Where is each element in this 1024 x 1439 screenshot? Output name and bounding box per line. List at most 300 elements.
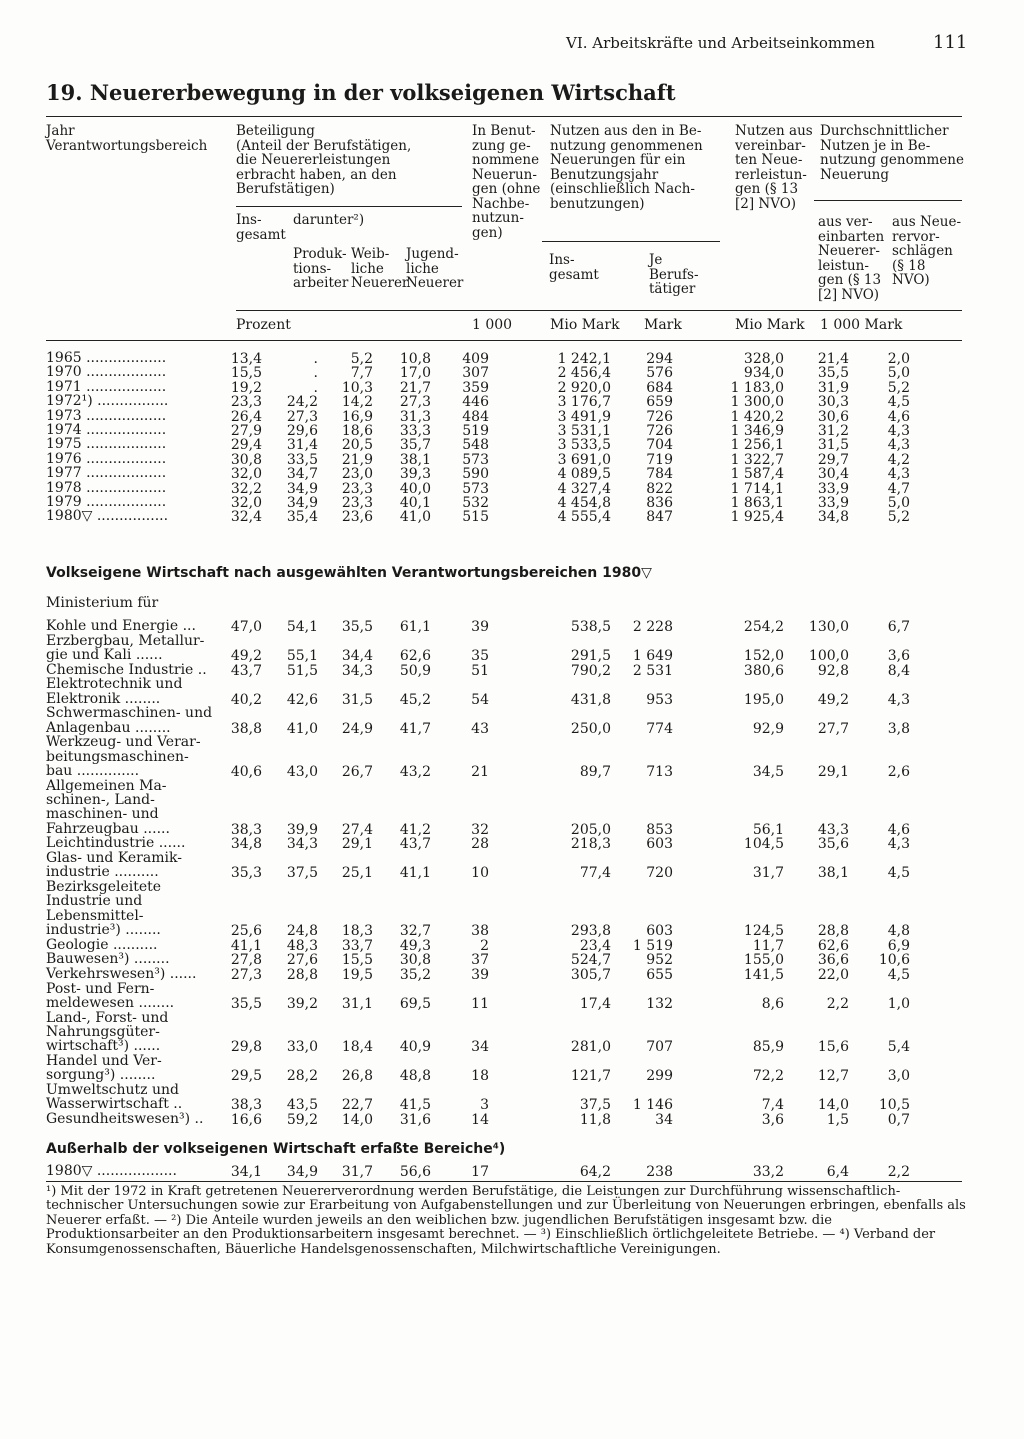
year-value-col6: 3 491,9 — [557, 408, 611, 425]
unit-mio-mark: Mio Mark — [550, 317, 620, 333]
ministry-value-col4: 45,2 — [399, 691, 431, 708]
header-rule-beteiligung — [236, 206, 462, 207]
ministry-value-col4: 41,5 — [399, 1097, 431, 1114]
ministry-value-col7: 655 — [646, 967, 673, 983]
page-title: 19. Neuererbewegung in der volkseigenen Wirtschaft — [46, 80, 676, 105]
ministry-value-col6: 121,7 — [570, 1068, 611, 1085]
year-value-col10: 5,0 — [887, 495, 910, 511]
ministry-value-col6: 17,4 — [579, 996, 611, 1012]
ministry-label: Werkzeug- und Verar- beitungsmaschinen- bau .............. — [46, 734, 201, 779]
year-value-col8: 1 300,0 — [730, 394, 784, 411]
ministry-value-col8: 11,7 — [752, 937, 784, 954]
year-value-col1: 32,4 — [230, 509, 262, 526]
ministry-value-col2: 55,1 — [286, 648, 318, 664]
footnote-text: ¹) Mit der 1972 in Kraft getretenen Neuererverordnung werden Berufstätige, die Leistungen zur Durchführung wissenschaftlich-technischer Untersuchungen sowie zur Erarbeitung von Aufgabenstellungen und zur Überleitung von Neuerungen erbringen, ebenfalls als Neuerer erfaßt. — ²) Die Anteile wurden jeweils an den weiblichen bzw. jugendlichen Berufstätigen insgesamt bzw. die Produktionsarbeiter an den Produktionsarbeitern insgesamt berechnet. — ³) Einschließlich örtlichgeleitete Betriebe. — ⁴) Verband der Konsumgenossenschaften, Bäuerliche Handelsgenossenschaften, Milchwirtschaftliche Vereinigungen. — [46, 1184, 966, 1257]
ministerium-label: Ministerium für — [46, 595, 159, 611]
ministry-value-col3: 31,1 — [341, 996, 373, 1012]
ministry-value-col4: 62,6 — [399, 648, 431, 664]
year-value-col1: 30,8 — [230, 451, 262, 468]
ministry-value-col7: 774 — [646, 720, 673, 737]
year-value-col7: 822 — [646, 480, 673, 497]
ministry-value-col9: 130,0 — [808, 619, 849, 635]
ministry-value-col9: 12,7 — [817, 1068, 849, 1085]
year-value-col3: 23,0 — [341, 466, 373, 483]
year-value-col1: 13,4 — [230, 351, 262, 367]
running-head: VI. Arbeitskräfte und Arbeitseinkommen — [566, 34, 875, 52]
ministry-value-col5: 28 — [471, 836, 489, 853]
ministry-value-col3: 18,3 — [341, 923, 373, 940]
year-value-col4: 41,0 — [399, 509, 431, 526]
year-value-col3: 14,2 — [341, 394, 373, 411]
ministry-value-col9: 100,0 — [808, 648, 849, 664]
year-value-col10: 5,2 — [887, 379, 910, 396]
ministry-value-col4: 69,5 — [399, 996, 431, 1012]
section-ministries: Volkseigene Wirtschaft nach ausgewählten Verantwortungsbereichen 1980▽ — [46, 565, 652, 581]
year-value-col5: 573 — [462, 451, 489, 468]
outside-label: 1980▽ .................. — [46, 1163, 177, 1179]
year-label: 1978 .................. — [46, 479, 167, 496]
year-value-col9: 31,2 — [817, 423, 849, 439]
ministry-value-col6: 431,8 — [570, 691, 611, 708]
ministry-value-col10: 3,0 — [887, 1068, 910, 1085]
ministry-value-col1: 43,7 — [230, 662, 262, 679]
ministry-value-col8: 195,0 — [743, 691, 784, 708]
footnote-rule — [46, 1181, 962, 1182]
header-rule-durchschnitt — [814, 200, 962, 201]
ministry-label: Kohle und Energie ... — [46, 618, 196, 634]
year-value-col2: 34,7 — [286, 466, 318, 483]
year-label: 1971 .................. — [46, 378, 167, 395]
ministry-value-col2: 48,3 — [286, 937, 318, 954]
ministry-label: Post- und Fern- meldewesen ........ — [46, 980, 175, 1011]
ministry-value-col3: 19,5 — [341, 967, 373, 983]
ministry-value-col3: 22,7 — [341, 1097, 373, 1114]
ministry-value-col3: 27,4 — [341, 821, 373, 838]
ministry-value-col8: 104,5 — [743, 836, 784, 853]
outside-value-col10: 2,2 — [887, 1164, 910, 1180]
year-label: 1977 .................. — [46, 465, 167, 482]
ministry-value-col2: 37,5 — [286, 865, 318, 882]
year-value-col2: 24,2 — [286, 394, 318, 411]
ministry-value-col7: 1 519 — [632, 937, 673, 954]
header-nutzen-benutzung: Nutzen aus den in Be- nutzung genommenen Neuerungen für ein Benutzungsjahr (einschließlich Nach- benutzungen) — [550, 123, 703, 212]
year-value-col10: 4,3 — [887, 466, 910, 483]
ministry-value-col2: 43,5 — [286, 1097, 318, 1114]
ministry-value-col5: 39 — [471, 619, 489, 635]
ministry-value-col2: 24,8 — [286, 923, 318, 940]
ministry-value-col1: 49,2 — [230, 648, 262, 664]
outside-value-col4: 56,6 — [399, 1164, 431, 1180]
unit-mio-mark-vereinbart: Mio Mark — [735, 317, 805, 333]
outside-value-col3: 31,7 — [341, 1164, 373, 1180]
year-value-col10: 4,5 — [887, 394, 910, 411]
year-label: 1979 .................. — [46, 494, 167, 510]
ministry-value-col10: 6,7 — [887, 619, 910, 635]
page-number: 111 — [933, 32, 968, 53]
year-value-col4: 39,3 — [399, 466, 431, 483]
year-value-col9: 29,7 — [817, 451, 849, 468]
year-value-col4: 17,0 — [399, 365, 431, 382]
year-value-col3: 5,2 — [350, 351, 373, 367]
header-beteiligung: Beteiligung (Anteil der Berufstätigen, die Neuererleistungen erbracht haben, an den Berufstätigen) — [236, 123, 412, 197]
ministry-value-col7: 1 146 — [632, 1097, 673, 1114]
ministry-value-col3: 25,1 — [341, 865, 373, 882]
year-value-col2: 29,6 — [286, 423, 318, 439]
ministry-value-col2: 43,0 — [286, 764, 318, 780]
year-value-col2: 35,4 — [286, 509, 318, 526]
ministry-label: Verkehrswesen³) ...... — [46, 966, 197, 982]
ministry-value-col3: 14,0 — [341, 1112, 373, 1128]
ministry-value-col6: 89,7 — [579, 764, 611, 780]
year-value-col10: 5,0 — [887, 365, 910, 382]
ministry-value-col4: 30,8 — [399, 952, 431, 969]
year-value-col7: 704 — [646, 437, 673, 454]
ministry-value-col8: 56,1 — [752, 821, 784, 838]
ministry-value-col10: 1,0 — [887, 996, 910, 1012]
ministry-label: Schwermaschinen- und Anlagenbau ........ — [46, 705, 213, 736]
ministry-value-col3: 26,7 — [341, 764, 373, 780]
ministry-value-col10: 4,3 — [887, 836, 910, 853]
year-value-col8: 1 714,1 — [730, 480, 784, 497]
ministry-value-col6: 77,4 — [579, 865, 611, 882]
year-value-col9: 31,5 — [817, 437, 849, 454]
ministry-value-col7: 952 — [646, 952, 673, 969]
year-label: 1965 .................. — [46, 350, 167, 366]
header-jugendliche: Jugend- liche Neuerer — [406, 246, 464, 291]
year-value-col4: 38,1 — [399, 451, 431, 468]
ministry-value-col7: 720 — [646, 865, 673, 882]
ministry-value-col9: 29,1 — [817, 764, 849, 780]
ministry-value-col6: 281,0 — [570, 1039, 611, 1056]
ministry-value-col3: 26,8 — [341, 1068, 373, 1085]
year-value-col3: 16,9 — [341, 408, 373, 425]
ministry-value-col10: 4,8 — [887, 923, 910, 940]
year-value-col6: 3 531,1 — [557, 423, 611, 439]
ministry-value-col8: 72,2 — [752, 1068, 784, 1085]
outside-value-col8: 33,2 — [752, 1164, 784, 1180]
year-value-col8: 1 183,0 — [730, 379, 784, 396]
ministry-value-col10: 2,6 — [887, 764, 910, 780]
year-value-col1: 29,4 — [230, 437, 262, 454]
ministry-value-col4: 49,3 — [399, 937, 431, 954]
ministry-value-col6: 205,0 — [570, 821, 611, 838]
year-value-col2: 34,9 — [286, 495, 318, 511]
ministry-value-col8: 155,0 — [743, 952, 784, 969]
year-value-col8: 1 346,9 — [730, 423, 784, 439]
ministry-value-col8: 254,2 — [743, 619, 784, 635]
ministry-value-col5: 32 — [471, 821, 489, 838]
ministry-value-col6: 250,0 — [570, 720, 611, 737]
year-value-col5: 484 — [462, 408, 489, 425]
year-label: 1975 .................. — [46, 436, 167, 453]
year-value-col8: 328,0 — [743, 351, 784, 367]
year-value-col10: 4,3 — [887, 423, 910, 439]
outside-value-col2: 34,9 — [286, 1164, 318, 1180]
year-value-col10: 4,7 — [887, 480, 910, 497]
year-value-col7: 836 — [646, 495, 673, 511]
year-value-col4: 40,1 — [399, 495, 431, 511]
year-value-col4: 31,3 — [399, 408, 431, 425]
year-value-col8: 1 587,4 — [730, 466, 784, 483]
ministry-label: Gesundheitswesen³) .. — [46, 1111, 204, 1127]
ministry-value-col2: 42,6 — [286, 691, 318, 708]
units-rule-top — [236, 310, 962, 311]
ministry-value-col2: 39,9 — [286, 821, 318, 838]
ministry-value-col10: 3,6 — [887, 648, 910, 664]
ministry-value-col8: 8,6 — [761, 996, 784, 1012]
header-rule-nutzen — [542, 241, 720, 242]
ministry-label: Bauwesen³) ........ — [46, 951, 170, 968]
year-value-col1: 32,0 — [230, 466, 262, 483]
ministry-value-col3: 34,4 — [341, 648, 373, 664]
year-value-col7: 784 — [646, 466, 673, 483]
ministry-value-col8: 141,5 — [743, 967, 784, 983]
year-value-col2: 31,4 — [286, 437, 318, 454]
year-value-col3: 18,6 — [341, 423, 373, 439]
ministry-value-col9: 36,6 — [817, 952, 849, 969]
ministry-value-col3: 29,1 — [341, 836, 373, 853]
ministry-value-col7: 1 649 — [632, 648, 673, 664]
ministry-value-col3: 31,5 — [341, 691, 373, 708]
ministry-value-col1: 16,6 — [230, 1112, 262, 1128]
header-in-benutzung: In Benut- zung ge- nommene Neuerun- gen (ohne Nachbe- nutzun- gen) — [472, 123, 541, 241]
ministry-value-col7: 707 — [646, 1039, 673, 1056]
ministry-value-col10: 5,4 — [887, 1039, 910, 1056]
ministry-value-col6: 218,3 — [570, 836, 611, 853]
ministry-value-col9: 1,5 — [826, 1112, 849, 1128]
year-value-col8: 1 256,1 — [730, 437, 784, 454]
year-label: 1970 .................. — [46, 364, 167, 381]
ministry-value-col1: 41,1 — [230, 937, 262, 954]
year-value-col9: 34,8 — [817, 509, 849, 526]
ministry-value-col8: 152,0 — [743, 648, 784, 664]
year-value-col2: 33,5 — [286, 451, 318, 468]
year-value-col1: 15,5 — [230, 365, 262, 382]
year-value-col9: 31,9 — [817, 379, 849, 396]
ministry-label: Leichtindustrie ...... — [46, 835, 186, 852]
year-value-col10: 2,0 — [887, 351, 910, 367]
year-value-col6: 3 691,0 — [557, 451, 611, 468]
ministry-value-col5: 54 — [471, 691, 489, 708]
ministry-value-col6: 790,2 — [570, 662, 611, 679]
year-value-col7: 847 — [646, 509, 673, 526]
ministry-value-col8: 85,9 — [752, 1039, 784, 1056]
ministry-value-col9: 28,8 — [817, 923, 849, 940]
ministry-value-col5: 37 — [471, 952, 489, 969]
ministry-label: Bezirksgeleitete Industrie und Lebensmittel- industrie³) ........ — [46, 879, 162, 939]
ministry-value-col1: 25,6 — [230, 923, 262, 940]
ministry-value-col5: 21 — [471, 764, 489, 780]
year-value-col1: 26,4 — [230, 408, 262, 425]
year-value-col5: 446 — [462, 394, 489, 411]
ministry-value-col6: 11,8 — [579, 1112, 611, 1128]
year-value-col6: 1 242,1 — [557, 351, 611, 367]
ministry-value-col5: 34 — [471, 1039, 489, 1056]
ministry-value-col9: 27,7 — [817, 720, 849, 737]
year-label: 1972¹) ................ — [46, 393, 169, 410]
ministry-label: Geologie .......... — [46, 936, 158, 953]
year-value-col3: 7,7 — [350, 365, 373, 382]
ministry-value-col7: 34 — [655, 1112, 673, 1128]
ministry-value-col2: 34,3 — [286, 836, 318, 853]
year-value-col10: 4,6 — [887, 408, 910, 425]
ministry-value-col5: 51 — [471, 662, 489, 679]
ministry-value-col1: 40,2 — [230, 691, 262, 708]
year-value-col8: 1 420,2 — [730, 408, 784, 425]
ministry-value-col10: 0,7 — [887, 1112, 910, 1128]
year-value-col8: 934,0 — [743, 365, 784, 382]
year-value-col5: 307 — [462, 365, 489, 382]
ministry-value-col9: 35,6 — [817, 836, 849, 853]
year-value-col7: 726 — [646, 408, 673, 425]
year-value-col2: 34,9 — [286, 480, 318, 497]
year-value-col8: 1 863,1 — [730, 495, 784, 511]
year-value-col5: 519 — [462, 423, 489, 439]
ministry-value-col3: 24,9 — [341, 720, 373, 737]
ministry-value-col9: 15,6 — [817, 1039, 849, 1056]
outside-value-col5: 17 — [471, 1164, 489, 1180]
year-value-col2: . — [313, 379, 318, 396]
unit-tausend: 1 000 — [472, 317, 513, 333]
ministry-value-col6: 23,4 — [579, 937, 611, 954]
year-value-col1: 23,3 — [230, 394, 262, 411]
outside-value-col7: 238 — [646, 1164, 673, 1180]
year-value-col5: 573 — [462, 480, 489, 497]
ministry-value-col9: 62,6 — [817, 937, 849, 954]
year-value-col1: 32,0 — [230, 495, 262, 511]
ministry-value-col4: 41,1 — [399, 865, 431, 882]
ministry-value-col1: 38,8 — [230, 720, 262, 737]
top-rule — [46, 116, 962, 117]
ministry-value-col9: 43,3 — [817, 821, 849, 838]
ministry-value-col2: 28,8 — [286, 967, 318, 983]
unit-mark: Mark — [644, 317, 682, 333]
ministry-value-col1: 29,8 — [230, 1039, 262, 1056]
ministry-value-col1: 47,0 — [230, 619, 262, 635]
units-rule-bottom — [46, 340, 962, 341]
ministry-value-col7: 953 — [646, 691, 673, 708]
ministry-value-col8: 380,6 — [743, 662, 784, 679]
ministry-value-col7: 2 531 — [632, 662, 673, 679]
ministry-value-col5: 14 — [471, 1112, 489, 1128]
ministry-value-col4: 35,2 — [399, 967, 431, 983]
ministry-value-col7: 603 — [646, 836, 673, 853]
ministry-value-col5: 3 — [480, 1097, 489, 1114]
year-value-col5: 515 — [462, 509, 489, 526]
year-value-col5: 409 — [462, 351, 489, 367]
ministry-label: Chemische Industrie .. — [46, 661, 207, 678]
year-label: 1980▽ ................ — [46, 508, 169, 525]
ministry-value-col1: 38,3 — [230, 821, 262, 838]
ministry-value-col7: 132 — [646, 996, 673, 1012]
ministry-value-col2: 41,0 — [286, 720, 318, 737]
year-value-col2: 27,3 — [286, 408, 318, 425]
ministry-value-col1: 29,5 — [230, 1068, 262, 1085]
header-produktionsarbeiter: Produk- tions- arbeiter — [293, 246, 349, 291]
ministry-value-col2: 51,5 — [286, 662, 318, 679]
year-value-col4: 35,7 — [399, 437, 431, 454]
year-value-col7: 576 — [646, 365, 673, 382]
header-je-berufstaetiger: Je Berufs- tätiger — [649, 252, 699, 297]
year-value-col3: 20,5 — [341, 437, 373, 454]
year-value-col7: 684 — [646, 379, 673, 396]
year-value-col5: 590 — [462, 466, 489, 483]
year-value-col9: 33,9 — [817, 495, 849, 511]
year-value-col4: 27,3 — [399, 394, 431, 411]
header-aus-vorschlaegen: aus Neue- rervor- schlägen (§ 18 NVO) — [892, 214, 962, 288]
year-value-col4: 10,8 — [399, 351, 431, 367]
ministry-value-col10: 8,4 — [887, 662, 910, 679]
ministry-value-col2: 54,1 — [286, 619, 318, 635]
year-value-col3: 21,9 — [341, 451, 373, 468]
year-label: 1974 .................. — [46, 422, 167, 438]
header-insgesamt: Ins- gesamt — [236, 212, 286, 243]
unit-prozent: Prozent — [236, 317, 291, 333]
header-nutzen-insgesamt: Ins- gesamt — [549, 252, 599, 283]
ministry-value-col10: 6,9 — [887, 937, 910, 954]
ministry-value-col10: 4,3 — [887, 691, 910, 708]
year-value-col6: 3 533,5 — [557, 437, 611, 454]
year-label: 1976 .................. — [46, 450, 167, 467]
year-value-col3: 23,3 — [341, 495, 373, 511]
ministry-value-col1: 27,8 — [230, 952, 262, 969]
ministry-value-col9: 2,2 — [826, 996, 849, 1012]
ministry-value-col5: 38 — [471, 923, 489, 940]
ministry-value-col4: 40,9 — [399, 1039, 431, 1056]
ministry-value-col10: 4,5 — [887, 967, 910, 983]
ministry-value-col5: 43 — [471, 720, 489, 737]
outside-value-col6: 64,2 — [579, 1164, 611, 1180]
ministry-value-col7: 603 — [646, 923, 673, 940]
ministry-value-col1: 27,3 — [230, 967, 262, 983]
ministry-value-col2: 39,2 — [286, 996, 318, 1012]
year-value-col4: 21,7 — [399, 379, 431, 396]
year-value-col10: 4,2 — [887, 451, 910, 468]
year-value-col5: 548 — [462, 437, 489, 454]
outside-value-col1: 34,1 — [230, 1164, 262, 1180]
ministry-value-col4: 61,1 — [399, 619, 431, 635]
ministry-label: Handel und Ver- sorgung³) ........ — [46, 1053, 162, 1084]
ministry-value-col5: 11 — [471, 996, 489, 1012]
ministry-value-col9: 92,8 — [817, 662, 849, 679]
year-value-col7: 659 — [646, 394, 673, 411]
ministry-label: Umweltschutz und Wasserwirtschaft .. — [46, 1082, 183, 1113]
year-value-col2: . — [313, 365, 318, 382]
year-value-col5: 532 — [462, 495, 489, 511]
year-value-col4: 40,0 — [399, 480, 431, 497]
ministry-value-col9: 14,0 — [817, 1097, 849, 1114]
ministry-value-col5: 2 — [480, 937, 489, 954]
year-value-col4: 33,3 — [399, 423, 431, 439]
header-aus-vereinbarten: aus ver- einbarten Neuerer- leistun- gen (§ 13 [2] NVO) — [818, 214, 885, 303]
ministry-value-col1: 38,3 — [230, 1097, 262, 1114]
ministry-value-col3: 35,5 — [341, 619, 373, 635]
header-nutzen-vereinbart: Nutzen aus vereinbar- ten Neue- rerleistun- gen (§ 13 [2] NVO) — [735, 123, 813, 212]
ministry-value-col10: 4,5 — [887, 865, 910, 882]
ministry-value-col8: 3,6 — [761, 1112, 784, 1128]
ministry-value-col9: 22,0 — [817, 967, 849, 983]
ministry-value-col3: 34,3 — [341, 662, 373, 679]
ministry-value-col4: 43,7 — [399, 836, 431, 853]
ministry-value-col8: 124,5 — [743, 923, 784, 940]
year-value-col5: 359 — [462, 379, 489, 396]
ministry-value-col7: 853 — [646, 821, 673, 838]
ministry-value-col1: 35,3 — [230, 865, 262, 882]
ministry-value-col3: 33,7 — [341, 937, 373, 954]
year-value-col9: 30,4 — [817, 466, 849, 483]
ministry-value-col8: 92,9 — [752, 720, 784, 737]
header-darunter: darunter²) — [293, 212, 365, 228]
